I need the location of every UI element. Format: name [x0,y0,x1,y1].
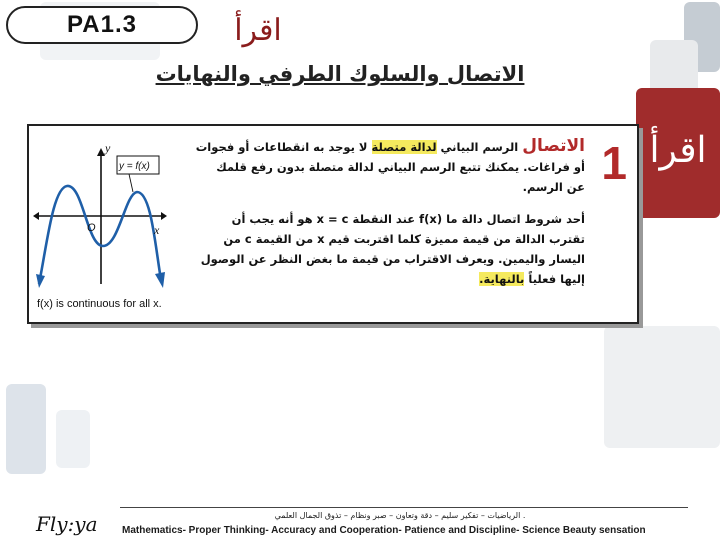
lesson-code-badge [6,6,198,44]
logo-iqra-side: اقرأ [649,129,707,171]
curve-arrow-start [36,274,45,288]
p1-highlight: لدالة متصلة [371,140,437,154]
x-axis-arrow-right [161,212,167,220]
lesson-code: PA1.3 [67,11,137,38]
heading-continuity: الاتصال [522,136,585,156]
function-label-pointer [129,174,133,192]
p1-after: لا يوجد به انقطاعات أو فجوات أو فراغات. يمكنك تتبع الرسم البياني لدالة متصلة بدون رفع قلمك عن الرسم. [195,140,585,194]
content-panel [27,124,639,324]
function-label: y = f(x) [119,161,150,172]
footer-english-values: Mathematics- Proper Thinking- Accuracy and Cooperation- Patience and Discipline- Science Beauty sensation [122,525,646,536]
slide-title: الاتصال والسلوك الطرفي والنهايات [155,62,525,86]
p2-highlight: بالنهاية. [479,272,525,286]
p2-main: أحد شروط اتصال دالة ما f(x) عند النقطة x = c هو أنه يجب أن تقترب الدالة من قيمة مميزة كلما اقتربت قيم x من القيمة c من اليسار واليمين. ويعرف الاقتراب من قيمة ما بغض النظر عن الوصول إليها فعلياً [200,212,585,286]
definition-text [195,136,585,289]
paragraph-limit [195,209,585,289]
footer-arabic-values: . الرياضيات – تفكير سليم – دقة وتعاون – صبر ونظام – تذوق الجمال العلمي [274,511,526,520]
graph-caption: f(x) is continuous for all x. [37,298,162,310]
origin-label: O [87,222,96,234]
x-axis-arrow-left [33,212,39,220]
logo-iqra-top: اقرأ [234,12,282,48]
decor-tile [56,410,90,468]
footer-divider [120,507,688,508]
y-axis-label: y [105,141,111,155]
continuous-function-graph [33,134,189,320]
x-axis-label: x [154,223,160,237]
curve-arrow-end [155,272,165,288]
section-number: 1 [601,137,627,189]
decor-tile [604,326,720,448]
paragraph-continuity [195,136,585,197]
function-curve [39,186,161,284]
p1-before: الرسم البياني [440,140,519,154]
y-axis-arrow [97,148,105,156]
decor-tile [6,384,46,474]
author-signature: Fly:ya [36,512,98,536]
